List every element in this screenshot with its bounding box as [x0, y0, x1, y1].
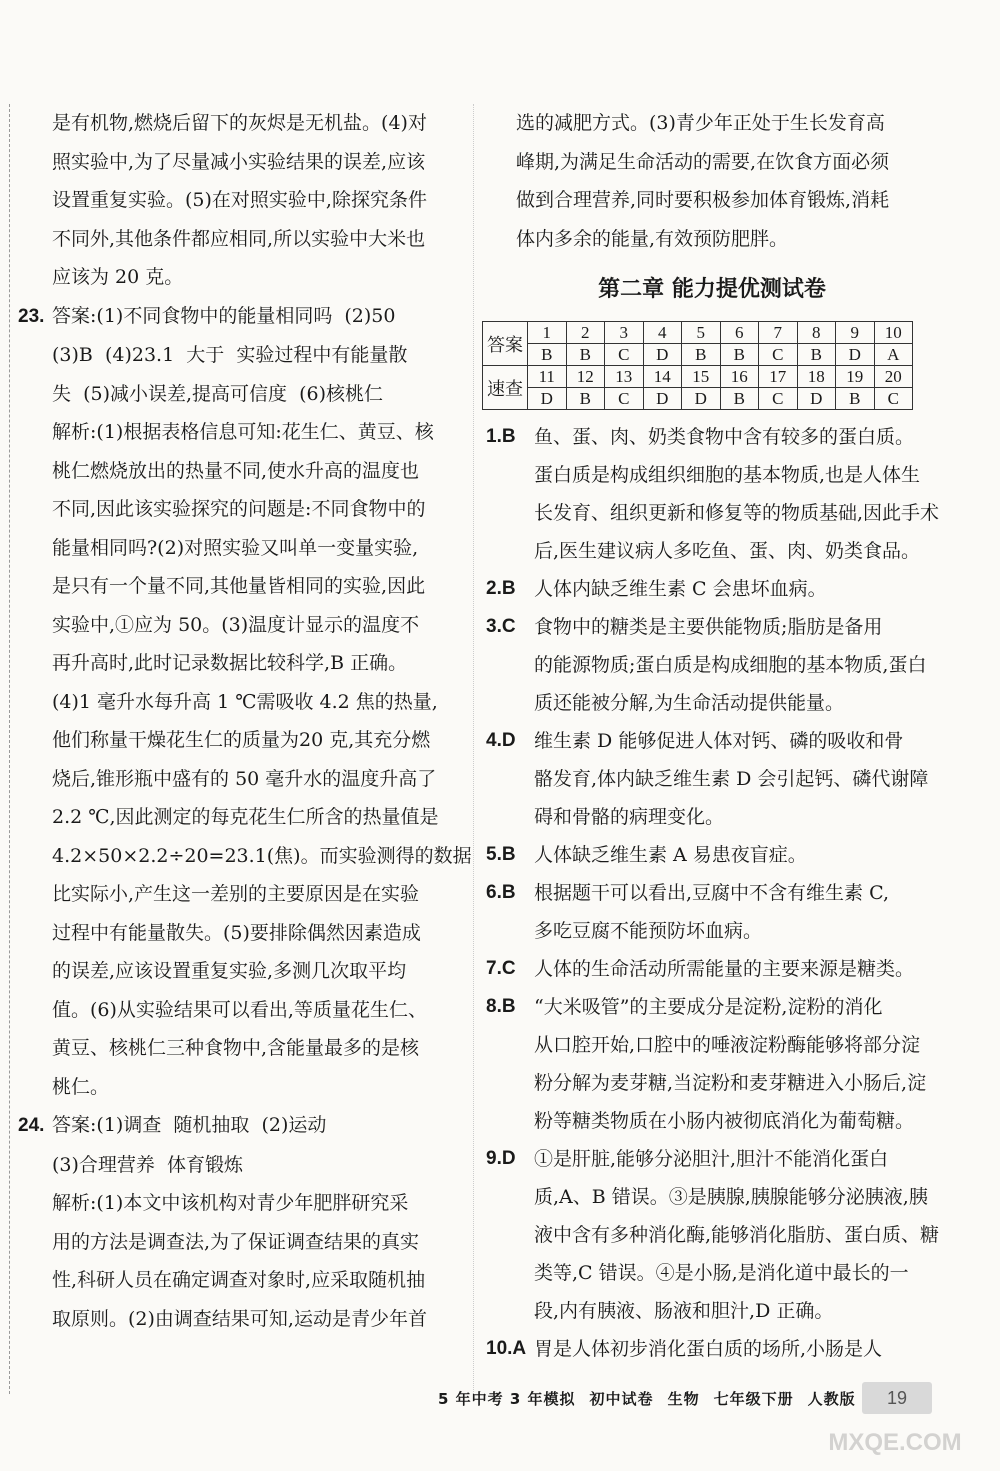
item-text-continued: 后,医生建议病人多吃鱼、蛋、肉、奶类食品。 — [534, 540, 921, 562]
answer-explanations — [482, 418, 942, 1368]
answer-line — [18, 1146, 468, 1185]
table-question-number: 5 — [682, 322, 721, 344]
answer-text: (3)B (4)23.1 大于 实验过程中有能量散 — [52, 344, 408, 366]
answer-text: 答案:(1)调查 随机抽取 (2)运动 — [52, 1114, 327, 1136]
answer-item — [482, 836, 942, 874]
item-text-continued: 长发育、组织更新和修复等的物质基础,因此手术 — [534, 502, 940, 524]
table-question-number: 20 — [874, 366, 913, 388]
item-number: 2.B — [486, 578, 516, 599]
analysis-line: 烧后,锥形瓶中盛有的 50 毫升水的温度升高了 — [52, 767, 437, 790]
text-line: 体内多余的能量,有效预防肥胖。 — [516, 227, 789, 250]
answer-line — [18, 1106, 468, 1146]
item-text-continued: 从口腔开始,口腔中的唾液淀粉酶能够将部分淀 — [534, 1034, 921, 1056]
table-answer-cell: D — [682, 388, 721, 410]
table-label-answer: 答案 — [483, 322, 528, 366]
item-text-continued: 类等,C 错误。④是小肠,是消化道中最长的一 — [534, 1262, 909, 1284]
watermark-text: MXQE.COM — [828, 1429, 962, 1456]
table-question-number: 10 — [874, 322, 913, 344]
answer-line — [18, 336, 468, 375]
item-number: 5.B — [486, 844, 516, 865]
question-number: 24. — [18, 1115, 45, 1136]
footer-part: 人教版 — [807, 1390, 856, 1408]
analysis-line: 不同,因此该实验探究的问题是:不同食物中的 — [52, 498, 426, 520]
analysis-line: 值。(6)从实验结果可以看出,等质量花生仁、 — [52, 998, 427, 1021]
answer-item — [482, 950, 942, 988]
question-24 — [18, 1106, 468, 1338]
item-text: 人体缺乏维生素 A 易患夜盲症。 — [534, 844, 807, 866]
table-question-number: 6 — [720, 322, 759, 344]
text-line: 应该为 20 克。 — [52, 266, 184, 288]
analysis-line: 他们称量干燥花生仁的质量为20 克,其充分燃 — [52, 729, 431, 751]
item-text-continued: 质,A、B 错误。③是胰腺,胰腺能够分泌胰液,胰 — [534, 1186, 928, 1208]
left-intro-paragraph — [18, 104, 468, 297]
analysis-line: 桃仁。 — [52, 1075, 110, 1098]
answer-item — [482, 1140, 942, 1178]
table-answer-cell: D — [643, 388, 682, 410]
left-column — [18, 104, 472, 1338]
item-text-continued: 质还能被分解,为生命活动提供能量。 — [534, 692, 845, 714]
table-question-number: 4 — [643, 322, 682, 344]
item-text: 维生素 D 能够促进人体对钙、磷的吸收和骨 — [534, 730, 904, 752]
item-text: ①是肝脏,能够分泌胆汁,胆汁不能消化蛋白 — [534, 1148, 889, 1170]
item-text-continued: 粉分解为麦芽糖,当淀粉和麦芽糖进入小肠后,淀 — [534, 1072, 927, 1094]
table-answer-cell: C — [759, 388, 798, 410]
table-question-number: 2 — [566, 322, 605, 344]
item-number: 6.B — [486, 882, 516, 903]
table-answer-cell: D — [528, 388, 567, 410]
table-answer-cell: A — [874, 344, 913, 366]
table-answer-cell: B — [797, 344, 836, 366]
text-line: 是有机物,燃烧后留下的灰烬是无机盐。(4)对 — [52, 112, 427, 134]
analysis-line: 能量相同吗?(2)对照实验又叫单一变量实验, — [52, 536, 419, 559]
answer-text: 答案:(1)不同食物中的能量相同吗 (2)50 — [52, 304, 396, 327]
answer-item — [482, 608, 942, 646]
item-number: 1.B — [486, 426, 516, 447]
item-number: 4.D — [486, 730, 516, 751]
item-number: 8.B — [486, 996, 516, 1017]
analysis-line: 用的方法是调查法,为了保证调查结果的真实 — [52, 1230, 420, 1253]
table-answer-cell: B — [528, 344, 567, 366]
text-line: 做到合理营养,同时要积极参加体育锻炼,消耗 — [516, 189, 890, 211]
analysis-line: 取原则。(2)由调查结果可知,运动是青少年首 — [52, 1307, 427, 1330]
item-text: 胃是人体初步消化蛋白质的场所,小肠是人 — [534, 1338, 883, 1360]
table-question-number: 3 — [605, 322, 644, 344]
analysis-line: 实验中,①应为 50。(3)温度计显示的温度不 — [52, 613, 420, 636]
answer-item — [482, 1330, 942, 1368]
question-number: 23. — [18, 305, 45, 327]
table-question-number: 13 — [605, 366, 644, 388]
table-answer-cell: C — [605, 388, 644, 410]
item-text-continued: 多吃豆腐不能预防坏血病。 — [534, 920, 763, 942]
table-question-number: 19 — [836, 366, 875, 388]
chapter-title: 第二章 能力提优测试卷 — [598, 277, 826, 302]
table-answer-cell: D — [643, 344, 682, 366]
item-text: 食物中的糖类是主要供能物质;脂肪是备用 — [534, 616, 883, 638]
analysis-line: 2.2 ℃,因此测定的每克花生仁所含的热量值是 — [52, 806, 439, 828]
item-text: “大米吸管”的主要成分是淀粉,淀粉的消化 — [534, 996, 883, 1018]
right-column — [482, 104, 942, 1368]
table-question-number: 15 — [682, 366, 721, 388]
text-line: 选的减肥方式。(3)青少年正处于生长发育高 — [516, 112, 885, 134]
item-text: 人体的生命活动所需能量的主要来源是糖类。 — [534, 958, 915, 980]
item-number: 7.C — [486, 958, 516, 979]
table-answer-cell: B — [720, 344, 759, 366]
answer-item — [482, 988, 942, 1026]
analysis-line: 桃仁燃烧放出的热量不同,使水升高的温度也 — [52, 459, 420, 482]
item-text-continued: 的能源物质;蛋白质是构成细胞的基本物质,蛋白 — [534, 654, 927, 676]
answer-line — [18, 375, 468, 414]
item-text-continued: 骼发育,体内缺乏维生素 D 会引起钙、磷代谢障 — [534, 768, 929, 790]
table-answer-cell: C — [874, 388, 913, 410]
table-question-number: 12 — [566, 366, 605, 388]
analysis-line: 黄豆、核桃仁三种食物中,含能量最多的是核 — [52, 1037, 420, 1059]
analysis-line: 是只有一个量不同,其他量皆相同的实验,因此 — [52, 575, 426, 597]
item-text: 鱼、蛋、肉、奶类食物中含有较多的蛋白质。 — [534, 426, 915, 448]
table-question-number: 7 — [759, 322, 798, 344]
answer-text: 失 (5)减小误差,提高可信度 (6)核桃仁 — [52, 382, 384, 405]
right-intro-paragraph — [482, 104, 942, 258]
footer-part: 初中试卷 — [589, 1390, 654, 1408]
text-line: 峰期,为满足生命活动的需要,在饮食方面必须 — [516, 150, 890, 173]
footer-part: 生物 — [667, 1390, 700, 1408]
table-question-number: 9 — [836, 322, 875, 344]
item-number: 3.C — [486, 616, 516, 637]
table-question-number: 11 — [528, 366, 567, 388]
item-text-continued: 粉等糖类物质在小肠内被彻底消化为葡萄糖。 — [534, 1110, 915, 1132]
table-answer-cell: B — [720, 388, 759, 410]
question-23 — [18, 297, 472, 1107]
table-question-number: 14 — [643, 366, 682, 388]
analysis-line: 过程中有能量散失。(5)要排除偶然因素造成 — [52, 921, 421, 944]
analysis-line: 解析:(1)根据表格信息可知:花生仁、黄豆、核 — [52, 421, 434, 443]
table-question-number: 1 — [528, 322, 567, 344]
table-question-number: 8 — [797, 322, 836, 344]
item-number: 10.A — [486, 1338, 527, 1359]
analysis-line: 的误差,应该设置重复实验,多测几次取平均 — [52, 960, 407, 982]
item-number: 9.D — [486, 1148, 516, 1169]
item-text-continued: 液中含有多种消化酶,能够消化脂肪、蛋白质、糖 — [534, 1224, 940, 1246]
table-answer-cell: D — [836, 344, 875, 366]
analysis-line: 4.2×50×2.2÷20=23.1(焦)。而实验测得的数据 — [52, 844, 472, 867]
watermark-logo — [800, 1370, 990, 1460]
answer-item — [482, 874, 942, 912]
table-answer-cell: D — [797, 388, 836, 410]
item-text: 根据题干可以看出,豆腐中不含有维生素 C, — [534, 882, 889, 904]
analysis-line: 性,科研人员在确定调查对象时,应采取随机抽 — [52, 1269, 426, 1291]
column-separator — [473, 104, 474, 1394]
footer-part: 5 年中考 3 年模拟 — [438, 1390, 576, 1408]
answer-item — [482, 418, 942, 456]
table-question-number: 18 — [797, 366, 836, 388]
text-line: 不同外,其他条件都应相同,所以实验中大米也 — [52, 227, 426, 250]
answer-item — [482, 722, 942, 760]
answer-text: (3)合理营养 体育锻炼 — [52, 1153, 243, 1176]
binding-margin-line — [9, 104, 10, 1394]
item-text: 人体内缺乏维生素 C 会患坏血病。 — [534, 578, 827, 600]
item-text-continued: 段,内有胰液、肠液和胆汁,D 正确。 — [534, 1300, 834, 1322]
analysis-line: (4)1 毫升水每升高 1 ℃需吸收 4.2 焦的热量, — [52, 690, 438, 713]
table-answer-cell: B — [566, 388, 605, 410]
answer-table — [482, 321, 913, 410]
text-line: 设置重复实验。(5)在对照实验中,除探究条件 — [52, 189, 427, 211]
item-text-continued: 蛋白质是构成组织细胞的基本物质,也是人体生 — [534, 464, 921, 486]
item-text-continued: 碍和骨骼的病理变化。 — [534, 806, 725, 828]
page-number: 19 — [862, 1382, 932, 1414]
table-answer-cell: B — [566, 344, 605, 366]
text-line: 照实验中,为了尽量减小实验结果的误差,应该 — [52, 150, 426, 173]
answer-line — [18, 297, 468, 337]
table-answer-cell: B — [682, 344, 721, 366]
table-answer-cell: B — [836, 388, 875, 410]
answer-item — [482, 570, 942, 608]
table-answer-cell: C — [605, 344, 644, 366]
table-label-quick: 速查 — [483, 366, 528, 410]
footer-part: 七年级下册 — [713, 1390, 794, 1408]
analysis-line: 比实际小,产生这一差别的主要原因是在实验 — [52, 883, 420, 905]
table-question-number: 17 — [759, 366, 798, 388]
analysis-line: 再升高时,此时记录数据比较科学,B 正确。 — [52, 652, 408, 674]
table-question-number: 16 — [720, 366, 759, 388]
analysis-line: 解析:(1)本文中该机构对青少年肥胖研究采 — [52, 1192, 409, 1214]
table-answer-cell: C — [759, 344, 798, 366]
